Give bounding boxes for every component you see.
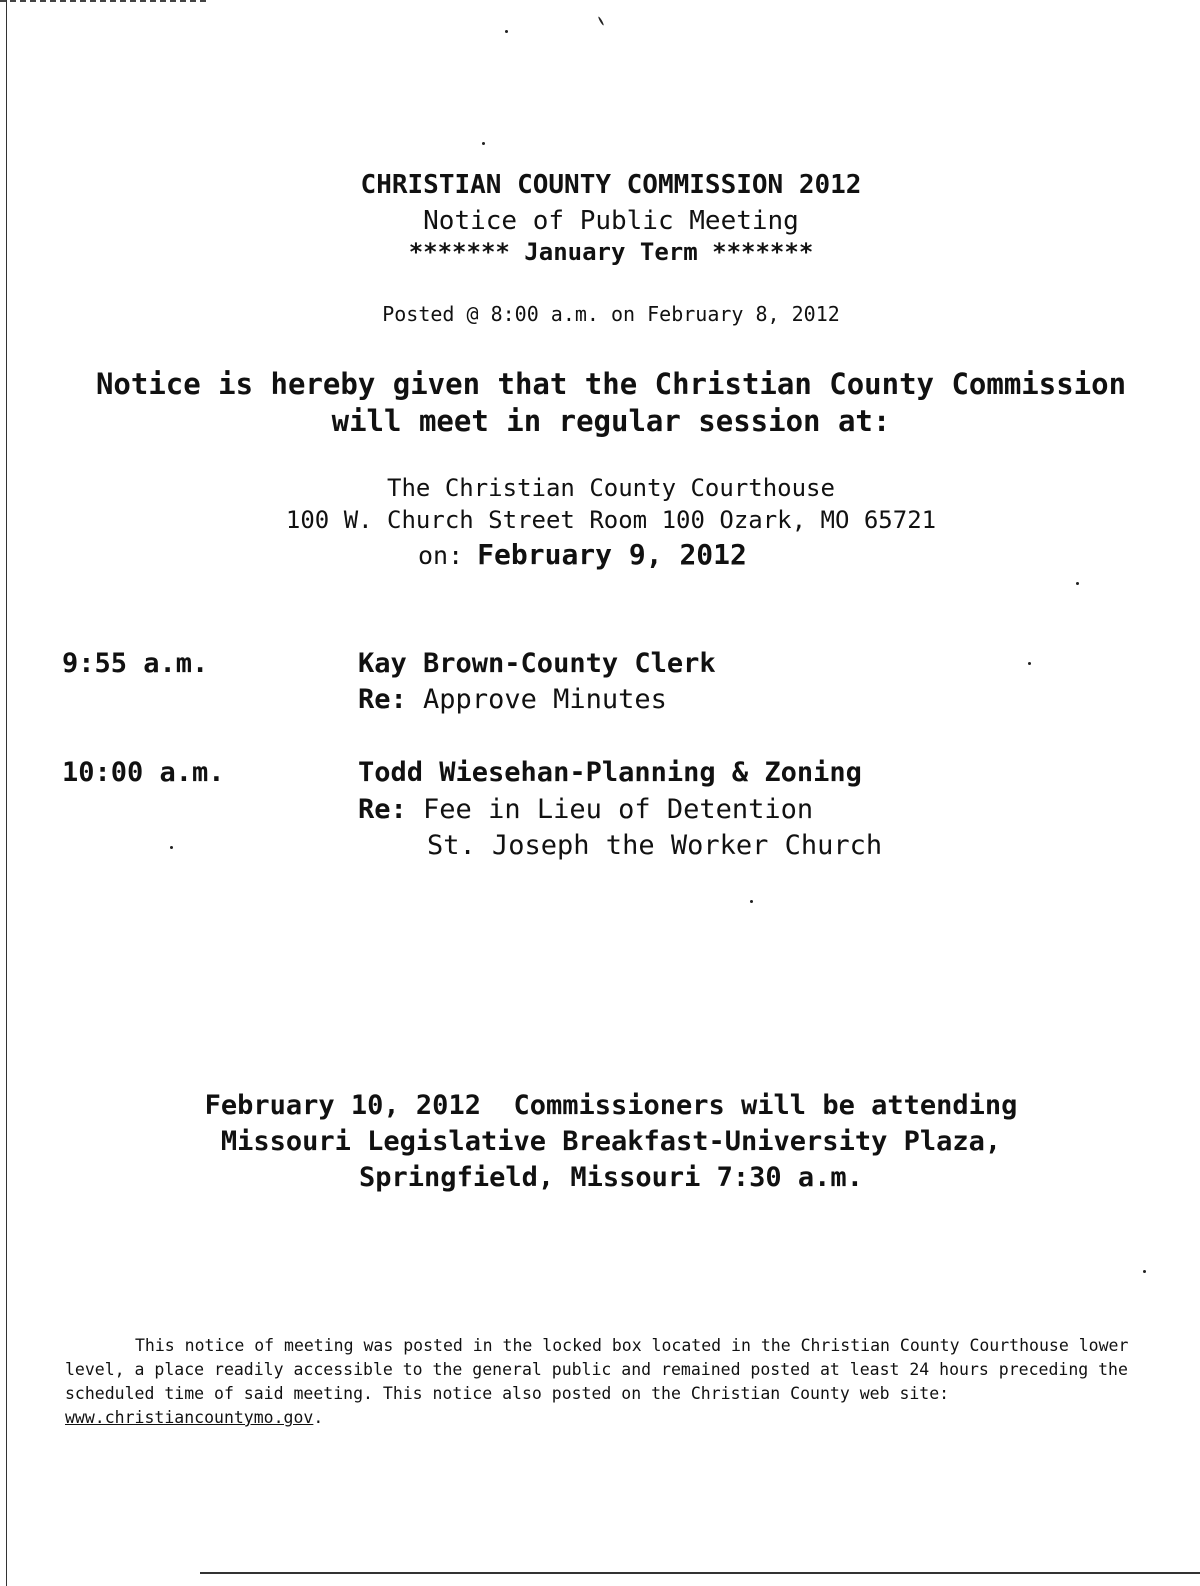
scan-speck [482, 142, 485, 145]
scan-speck [1028, 662, 1031, 665]
attendance-line-3: Springfield, Missouri 7:30 a.m. [359, 1162, 863, 1193]
posting-statement-text: This notice of meeting was posted in the locked box located in the Christian County Courthouse lower level, a place readily accessible to the general public and remained posted at least 24 hours preceding the scheduled time of said meeting. This notice also posted on the Christian County web site: [65, 1336, 1129, 1403]
posting-statement-end: . [313, 1408, 324, 1427]
on-label: on: [418, 541, 464, 570]
notice-line-1: Notice is hereby given that the Christian County Commission [95, 367, 1127, 401]
agenda-presenter: Kay Brown-County Clerk [358, 648, 716, 679]
scan-speck [598, 16, 605, 26]
meeting-date-line [418, 538, 747, 571]
re-label: Re: [358, 794, 407, 825]
agenda-time: 9:55 a.m. [62, 648, 209, 679]
scan-speck [505, 30, 508, 33]
scan-speck [1076, 582, 1079, 585]
meeting-date: February 9, 2012 [477, 538, 747, 571]
document-subtitle: Notice of Public Meeting [423, 206, 799, 236]
attendance-notice [0, 1088, 1200, 1196]
posting-statement [65, 1334, 1155, 1430]
agenda-presenter: Todd Wiesehan-Planning & Zoning [358, 757, 862, 788]
agenda-subject [358, 684, 667, 715]
county-website-link[interactable]: www.christiancountymo.gov [65, 1408, 314, 1427]
scan-speck [750, 900, 753, 903]
scan-edge-top [0, 0, 210, 2]
agenda-subject-detail: St. Joseph the Worker Church [427, 830, 883, 861]
agenda-subject [358, 794, 813, 825]
scan-speck [1143, 1270, 1146, 1273]
attendance-line-2: Missouri Legislative Breakfast-University Plaza, [220, 1126, 1002, 1157]
posted-line: Posted @ 8:00 a.m. on February 8, 2012 [382, 302, 840, 326]
scan-speck [170, 846, 173, 849]
agenda-subject-text: Approve Minutes [423, 684, 667, 715]
term-line: ******* January Term ******* [408, 238, 814, 266]
agenda-time: 10:00 a.m. [62, 757, 225, 788]
document-title: CHRISTIAN COUNTY COMMISSION 2012 [360, 170, 862, 200]
re-label: Re: [358, 684, 407, 715]
location-building: The Christian County Courthouse [387, 474, 835, 502]
notice-statement [0, 366, 1200, 440]
location-address: 100 W. Church Street Room 100 Ozark, MO 65721 [285, 506, 937, 534]
scan-edge-bottom [200, 1572, 1200, 1574]
agenda-subject-text: Fee in Lieu of Detention [423, 794, 814, 825]
attendance-line-1: February 10, 2012 Commissioners will be attending [204, 1090, 1018, 1121]
notice-line-2: will meet in regular session at: [331, 404, 891, 438]
